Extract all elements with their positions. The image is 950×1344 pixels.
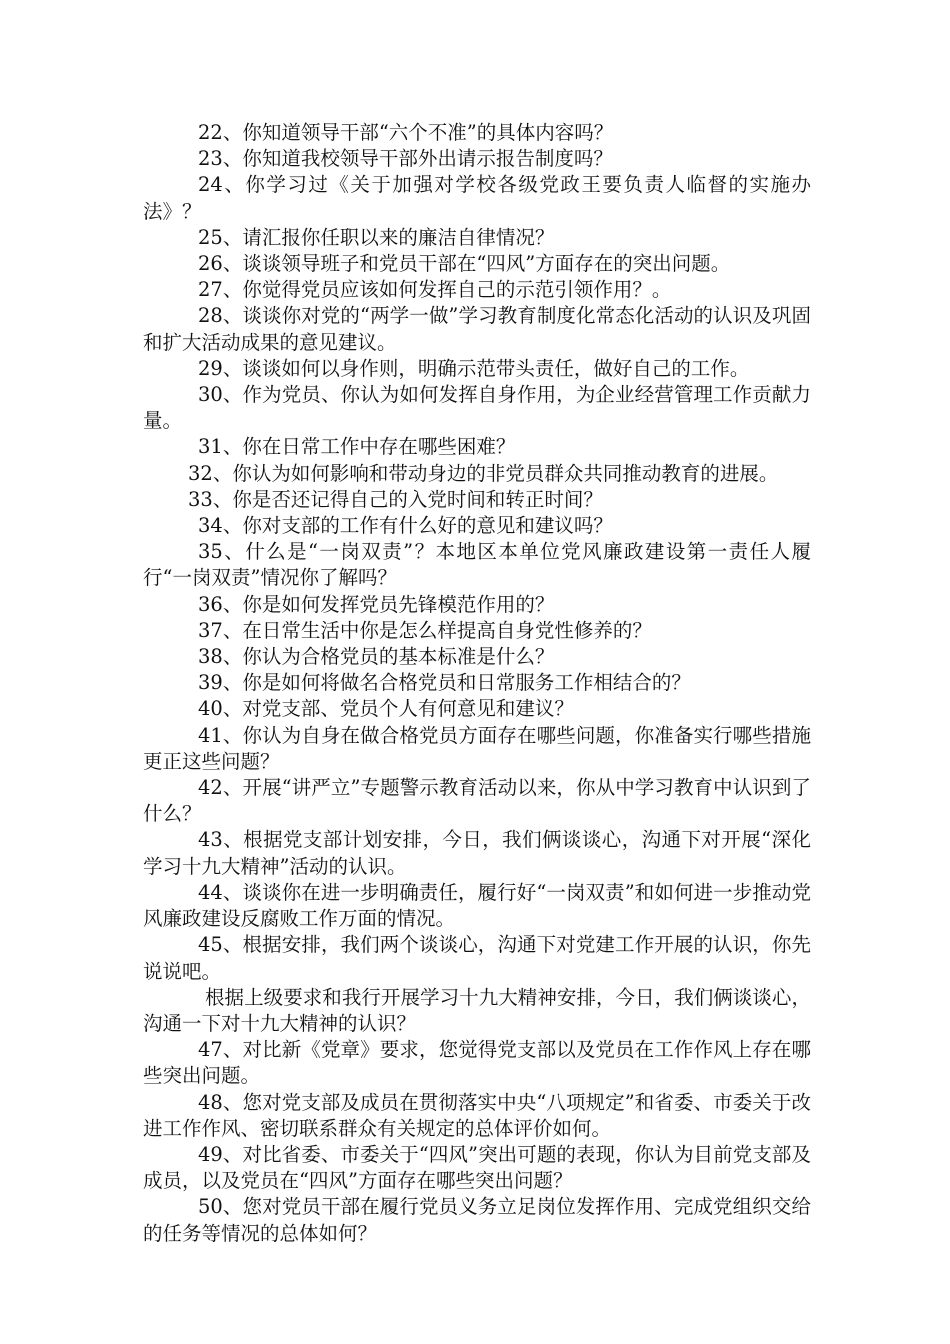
paragraph-39: 39、你是如何将做名合格党员和日常服务工作相结合的？	[198, 671, 691, 695]
paragraph-50: 50、您对党员干部在履行党员义务立足岗位发挥作用、完成党组织交给的任务等情况的总体如何？	[143, 1195, 811, 1245]
paragraph-23: 23、你知道我校领导干部外出请示报告制度吗？	[198, 147, 613, 171]
paragraph-49: 49、对比省委、市委关于“四风”突出可题的表现，你认为目前党支部及成员，以及党员在“四风”方面存在哪些突出问题？	[143, 1142, 811, 1193]
paragraph-45: 45、根据安排，我们两个谈谈心，沟通下对党建工作开展的认识，你先说说吧。	[143, 933, 811, 983]
paragraph-35: 35、什么是“一岗双责”？本地区本单位党风廉政建设第一责任人履行“一岗双责”情况你了解吗？	[143, 540, 811, 590]
paragraph-24: 24、你学习过《关于加强对学校各级党政王要负责人临督的实施办法》？	[143, 173, 811, 223]
paragraph-32: 32、你认为如何影响和带动身边的非党员群众共同推动教育的进展。	[188, 461, 779, 485]
paragraph-29: 29、谈谈如何以身作则，明确示范带头责任，做好自己的工作。	[198, 356, 750, 380]
paragraph-37: 37、在日常生活中你是怎么样提高自身党性修养的？	[198, 618, 652, 642]
paragraph-48: 48、您对党支部及成员在贯彻落实中央“八项规定”和省委、市委关于改进工作作风、密切联系群众有关规定的总体评价如何。	[143, 1090, 811, 1140]
paragraph-41: 41、你认为自身在做合格党员方面存在哪些问题，你准备实行哪些措施更正这些问题？	[143, 723, 811, 773]
paragraph-43: 43、根据党支部计划安排，今日，我们俩谈谈心，沟通下对开展“深化学习十九大精神”活动的认识。	[143, 828, 811, 878]
paragraph-30: 30、作为党员、你认为如何发挥自身作用，为企业经营管理工作贡献力量。	[143, 383, 811, 433]
paragraph-40: 40、对党支部、党员个人有何意见和建议？	[198, 697, 574, 721]
paragraph-38: 38、你认为合格党员的基本标准是什么？	[198, 645, 555, 669]
paragraph-33: 33、你是否还记得自己的入党时间和转正时间？	[188, 487, 603, 511]
paragraph-26: 26、谈谈领导班子和党员干部在“四风”方面存在的突出问题。	[198, 252, 731, 276]
paragraph-34: 34、你对支部的工作有什么好的意见和建议吗？	[198, 514, 613, 538]
paragraph-47: 47、对比新《党章》要求，您觉得党支部以及党员在工作作风上存在哪些突出问题。	[143, 1038, 811, 1088]
paragraph-25: 25、请汇报你任职以来的廉洁自律情况？	[198, 225, 555, 249]
paragraph-46: 根据上级要求和我行开展学习十九大精神安排，今日，我们俩谈谈心，沟通一下对十九大精神的认识？	[143, 985, 811, 1035]
paragraph-42: 42、开展“讲严立”专题警示教育活动以来，你从中学习教育中认识到了什么？	[143, 776, 811, 826]
paragraph-28: 28、谈谈你对党的“两学一做”学习教育制度化常态化活动的认识及巩固和扩大活动成果的意见建议。	[143, 304, 811, 354]
paragraph-31: 31、你在日常工作中存在哪些困难？	[198, 435, 516, 459]
paragraph-27: 27、你觉得党员应该如何发挥自己的示范引领作用？。	[198, 278, 672, 302]
paragraph-36: 36、你是如何发挥党员先锋模范作用的？	[198, 592, 555, 616]
paragraph-44: 44、谈谈你在进一步明确责任，履行好“一岗双责”和如何进一步推动党风廉政建设反腐败工作万面的情况。	[143, 880, 811, 931]
paragraph-22: 22、你知道领导干部“六个不准”的具体内容吗？	[198, 121, 614, 144]
document-body	[143, 120, 811, 1247]
